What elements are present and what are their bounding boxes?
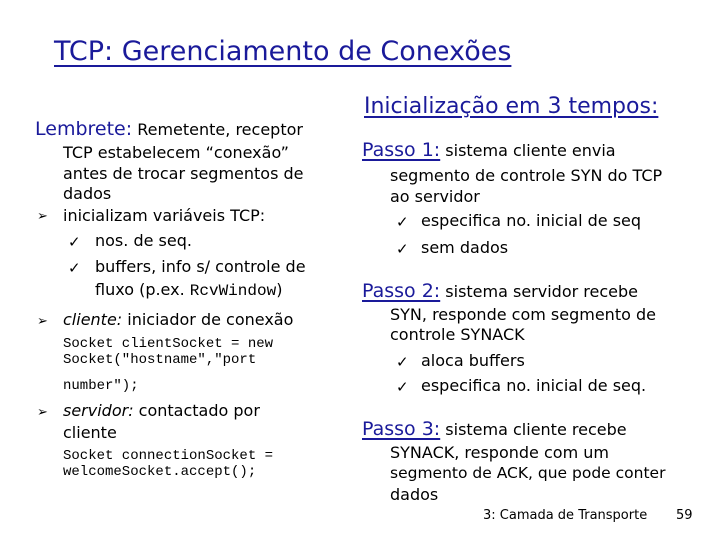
step-3-line-4: dados — [390, 485, 439, 504]
sub-seq-numbers: nos. de seq. — [95, 231, 192, 250]
step-1-label: Passo 1: — [362, 139, 441, 161]
footer-chapter: 3: Camada de Transporte — [483, 508, 648, 523]
bullet-init-vars: inicializam variáveis TCP: — [63, 206, 266, 225]
step-2 — [362, 280, 638, 302]
sub-buffers-cont — [95, 280, 282, 300]
reminder-line-1 — [35, 118, 303, 140]
reminder-line-4: dados — [63, 184, 112, 203]
step-1-sub-1: especifica no. inicial de seq — [421, 211, 642, 230]
server-text: contactado por — [133, 401, 260, 420]
check-icon: ✓ — [68, 233, 81, 251]
check-icon: ✓ — [396, 213, 409, 231]
bullet-client — [63, 310, 293, 329]
check-icon: ✓ — [396, 353, 409, 371]
step-2-sub-1: aloca buffers — [421, 351, 525, 370]
step-3-label: Passo 3: — [362, 418, 441, 440]
code-client-line-1: Socket clientSocket = new — [63, 336, 274, 352]
step-3-text: sistema cliente recebe — [440, 420, 627, 439]
page-number: 59 — [676, 508, 693, 523]
reminder-line-3: antes de trocar segmentos de — [63, 164, 304, 183]
check-icon: ✓ — [396, 240, 409, 258]
arrow-bullet-icon: ➢ — [37, 405, 48, 420]
reminder-line-2: TCP estabelecem “conexão” — [63, 143, 289, 162]
step-1-line-3: ao servidor — [390, 187, 480, 206]
step-3-line-2: SYNACK, responde com um — [390, 443, 609, 462]
step-1-sub-2: sem dados — [421, 238, 509, 257]
client-text: iniciador de conexão — [122, 310, 294, 329]
reminder-text: Remetente, receptor — [132, 120, 303, 139]
code-client-line-3: number"); — [63, 378, 139, 394]
code-client-line-2: Socket("hostname","port — [63, 352, 257, 368]
flow-prefix: fluxo (p.ex. — [95, 280, 190, 299]
arrow-bullet-icon: ➢ — [37, 314, 48, 329]
step-2-label: Passo 2: — [362, 280, 441, 302]
arrow-bullet-icon: ➢ — [37, 209, 48, 224]
code-server-line-2: welcomeSocket.accept(); — [63, 464, 257, 480]
sub-buffers: buffers, info s/ controle de — [95, 257, 306, 276]
rcvwindow-code: RcvWindow — [189, 282, 277, 300]
step-3-line-3: segmento de ACK, que pode conter — [390, 464, 666, 482]
server-line-2: cliente — [63, 423, 117, 442]
server-label: servidor: — [63, 401, 134, 420]
step-1 — [362, 139, 616, 161]
check-icon: ✓ — [396, 378, 409, 396]
step-2-sub-2: especifica no. inicial de seq. — [421, 376, 647, 395]
code-server-line-1: Socket connectionSocket = — [63, 448, 274, 464]
handshake-header: Inicialização em 3 tempos: — [364, 94, 659, 119]
page-title: TCP: Gerenciamento de Conexões — [54, 36, 512, 67]
step-3 — [362, 418, 627, 440]
step-2-text: sistema servidor recebe — [440, 282, 638, 301]
step-1-text: sistema cliente envia — [440, 141, 616, 160]
step-2-line-3: controle SYNACK — [390, 325, 525, 344]
reminder-label: Lembrete: — [35, 118, 133, 140]
client-label: cliente: — [63, 310, 123, 329]
flow-suffix: ) — [276, 280, 283, 299]
step-2-line-2: SYN, responde com segmento de — [390, 305, 656, 324]
check-icon: ✓ — [68, 259, 81, 277]
step-1-line-2: segmento de controle SYN do TCP — [390, 166, 663, 185]
bullet-server — [63, 401, 260, 420]
